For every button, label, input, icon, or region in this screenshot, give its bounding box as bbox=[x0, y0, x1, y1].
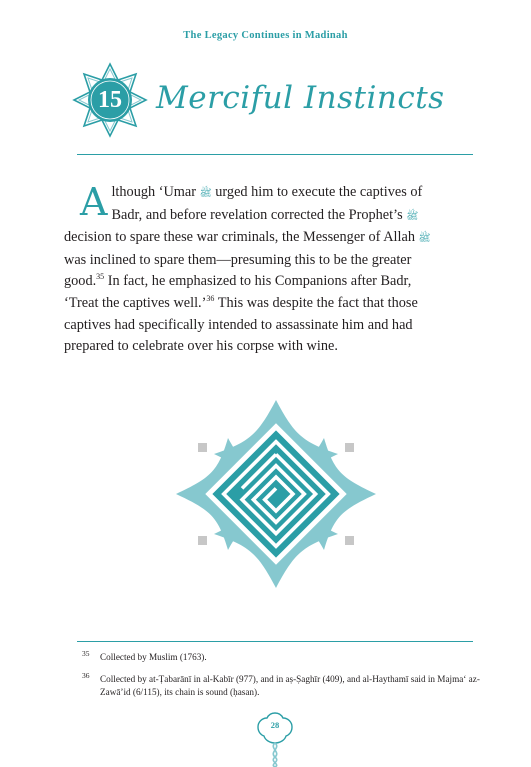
honorific-glyph: ﷺ bbox=[199, 188, 212, 199]
footnote-ref: 36 bbox=[206, 294, 215, 304]
text-line: ‘Treat the captives well.’$^{36}$ This was despite the fact that those bbox=[64, 294, 418, 311]
honorific-glyph: ﷺ bbox=[418, 233, 431, 245]
footnote-ref: 35 bbox=[96, 272, 105, 282]
drop-cap: A bbox=[80, 180, 108, 224]
honorific-glyph: ﷺ bbox=[406, 210, 419, 222]
footnote-text: Collected by Muslim (1763). bbox=[100, 652, 207, 662]
title-divider bbox=[77, 154, 473, 155]
text-line: captives had specifically intended to assassinate him and had bbox=[64, 316, 413, 333]
footnote-number: 35 bbox=[82, 649, 90, 658]
footnote-divider bbox=[77, 641, 473, 642]
text-line: good.$^{35}$ In fact, he emphasized to his Companions after Badr, bbox=[64, 272, 412, 290]
chapter-number: 15 bbox=[98, 86, 122, 113]
page-number: 28 bbox=[270, 720, 280, 730]
text-line: decision to spare these war criminals, the Messenger of Allah ﷺ bbox=[64, 229, 431, 246]
footnote-item bbox=[82, 651, 482, 664]
text-line: Badr, and before revelation corrected the Prophet’s ﷺ bbox=[111, 206, 419, 223]
footnote-number: 36 bbox=[82, 671, 90, 680]
calligraphy-ornament-icon bbox=[175, 398, 377, 590]
chapter-title: Merciful Instincts bbox=[156, 80, 445, 116]
text-line: was inclined to spare them—presuming this to be the greater bbox=[64, 251, 412, 268]
footnote-text: Collected by at-Ṭabarānī in al-Kabīr (977), and in aṣ-Ṣaghīr (409), and al-Haythamī said in Majma‘ az-Zawā’id (6/115), its chain is sound (ḥasan). bbox=[100, 674, 480, 697]
text-line: lthough ‘Umar ﷺ urged him to execute the captives of bbox=[111, 184, 423, 200]
running-head: The Legacy Continues in Madinah bbox=[183, 30, 348, 41]
body-paragraph bbox=[64, 180, 462, 358]
text-line: prepared to celebrate over his corpse with wine. bbox=[64, 338, 338, 355]
footnote-item bbox=[82, 673, 482, 698]
